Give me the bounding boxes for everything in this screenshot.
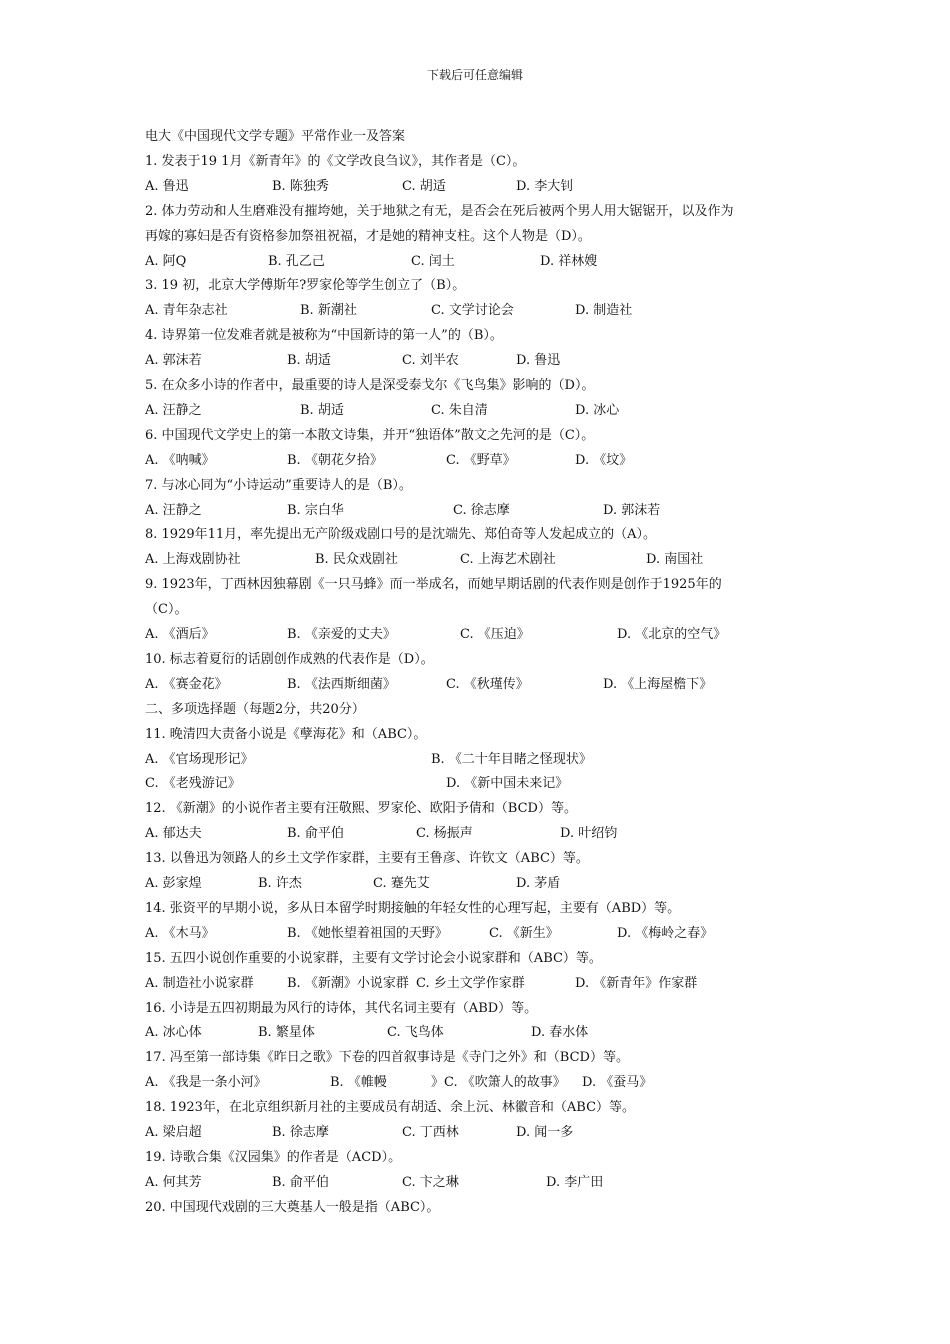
question-text: 2. 体力劳动和人生磨难没有摧垮她，关于地狱之有无，是否会在死后被两个男人用大锯锯开，以及作为: [145, 203, 734, 219]
question-text: 3. 19 初，北京大学傅斯年?罗家伦等学生创立了（B）。: [145, 278, 466, 294]
answer-option: C. 徐志摩: [453, 502, 510, 518]
answer-option: D. 闻一多: [516, 1125, 574, 1140]
answer-option: B. 徐志摩: [272, 1125, 329, 1140]
answer-option: A. 《酒后》: [145, 627, 215, 642]
answer-option: A. 青年杂志社: [145, 303, 228, 319]
question-text: 17. 冯至第一部诗集《昨日之歌》下卷的四首叙事诗是《寺门之外》和（BCD）等。: [145, 1050, 629, 1066]
answer-option: C. 文学讨论会: [431, 303, 514, 319]
question-text: 9. 1923年，丁西林因独幕剧《一只马蜂》而一举成名，而她早期话剧的代表作则是创作于1925年的: [145, 577, 722, 593]
question-text: 14. 张资平的早期小说，多从日本留学时期接触的年轻女性的心理写起，主要有（ABD）等。: [145, 900, 681, 916]
answer-option: D. 冰心: [575, 402, 620, 418]
answer-option: A. 《赛金花》: [145, 676, 228, 692]
answer-option: C. 丁西林: [402, 1125, 459, 1140]
answer-option: B. 俞平伯: [272, 1174, 329, 1190]
answer-option: C. 《新生》: [489, 925, 559, 941]
answer-option: A. 郁达夫: [145, 826, 202, 842]
answer-option: D. 叶绍钧: [560, 826, 618, 842]
answer-option: A. 鲁迅: [145, 178, 189, 194]
answer-option: C. 刘半农: [402, 353, 459, 369]
answer-option: C. 《老残游记》: [145, 776, 241, 792]
answer-option: A. 上海戏剧协社: [145, 552, 241, 568]
answer-option: B. 孔乙己: [268, 253, 325, 269]
answer-option: D. 《梅岭之春》: [617, 925, 714, 941]
question-text: 18. 1923年，在北京组织新月社的主要成员有胡适、余上沅、林徽音和（ABC）等。: [145, 1100, 636, 1116]
answer-option: A. 《官场现形记》: [145, 751, 254, 767]
answer-option: B. 《她怅望着祖国的天野》: [287, 925, 448, 941]
question-text: 13. 以鲁迅为领路人的乡土文学作家群，主要有王鲁彦、许钦文（ABC）等。: [145, 851, 589, 867]
question-text: （C）。: [145, 602, 188, 618]
answer-option: C. 卞之琳: [402, 1174, 459, 1190]
answer-option: A. 汪静之: [145, 502, 202, 518]
question-text: 10. 标志着夏衍的话剧创作成熟的代表作是（D）。: [145, 651, 434, 667]
question-text: 12. 《新潮》的小说作者主要有汪敬熙、罗家伦、欧阳予倩和（BCD）等。: [145, 801, 577, 817]
answer-option: A. 《我是一条小河》: [145, 1075, 267, 1091]
answer-option: D. 《新青年》作家群: [575, 975, 698, 991]
answer-option: C. 闰土: [411, 253, 455, 269]
question-text: 11. 晚清四大责备小说是《孽海花》和（ABC）。: [145, 726, 427, 742]
answer-option: B. 《朝花夕拾》: [287, 452, 383, 468]
question-text: 5. 在众多小诗的作者中，最重要的诗人是深受泰戈尔《飞鸟集》影响的（D）。: [145, 378, 595, 393]
answer-option: C. 杨振声: [416, 826, 473, 842]
answer-option: B. 《亲爱的丈夫》: [287, 627, 396, 642]
question-text: 7. 与冰心同为“小诗运动”重要诗人的是（B）。: [145, 477, 412, 493]
question-text: 16. 小诗是五四初期最为风行的诗体，其代名词主要有（ABD）等。: [145, 1000, 538, 1016]
answer-option: B. 宗白华: [287, 502, 344, 518]
answer-option: D. 南国社: [646, 552, 704, 568]
answer-option: B. 俞平伯: [287, 826, 344, 842]
answer-option: D. 郭沫若: [603, 502, 661, 518]
question-text: 20. 中国现代戏剧的三大奠基人一般是指（ABC）。: [145, 1199, 440, 1215]
answer-option: D. 祥林嫂: [540, 253, 598, 269]
answer-option: B. 《法西斯细菌》: [287, 676, 396, 692]
answer-option: D. 《北京的空气》: [617, 627, 727, 642]
answer-option: A. 《呐喊》: [145, 452, 215, 468]
answer-option: B. 陈独秀: [272, 178, 329, 194]
answer-option: C. 朱自清: [431, 402, 488, 418]
document-title: 电大《中国现代文学专题》平常作业一及答案: [145, 129, 406, 144]
answer-option: C. 《秋瑾传》: [446, 676, 529, 692]
answer-option: C. 《野草》: [446, 452, 516, 468]
answer-option: A. 汪静之: [145, 402, 202, 418]
answer-option: A. 何其芳: [145, 1174, 202, 1190]
page-header: 下载后可任意编辑: [426, 68, 523, 82]
answer-option: D. 李大钊: [516, 178, 574, 194]
answer-option: D. 制造社: [575, 303, 633, 319]
question-text: 19. 诗歌合集《汉园集》的作者是（ACD）。: [145, 1149, 402, 1165]
answer-option: B. 胡适: [300, 402, 344, 418]
answer-option: A. 郭沫若: [145, 353, 202, 369]
question-text: 15. 五四小说创作重要的小说家群，主要有文学讨论会小说家群和（ABC）等。: [145, 950, 602, 966]
question-text: 1. 发表于19 1月《新青年》的《文学改良刍议》，其作者是（C）。: [145, 153, 526, 169]
answer-option: C. 飞鸟体: [387, 1025, 444, 1041]
answer-option: C. 胡适: [402, 178, 446, 194]
question-text: 4. 诗界第一位发难者就是被称为“中国新诗的第一人”的（B）。: [145, 328, 503, 344]
answer-option: B. 《帷幔: [330, 1075, 387, 1091]
answer-option: C. 上海艺术剧社: [460, 552, 556, 568]
question-text: 再嫁的寡妇是否有资格参加祭祖祝福，才是她的精神支柱。这个人物是（D）。: [145, 228, 591, 244]
answer-option: A. 梁启超: [145, 1125, 202, 1140]
answer-option: D. 《新中国未来记》: [446, 776, 569, 792]
question-text: 6. 中国现代文学史上的第一本散文诗集，并开“独语体”散文之先河的是（C）。: [145, 427, 595, 443]
answer-option: 》C. 《吹箫人的故事》: [431, 1075, 566, 1091]
answer-option: D. 《蚕马》: [582, 1075, 653, 1091]
answer-option: B. 许杰: [258, 876, 302, 891]
answer-option: A. 阿Q: [145, 253, 187, 269]
answer-option: D. 春水体: [531, 1025, 589, 1041]
answer-option: D. 茅盾: [516, 876, 561, 891]
answer-option: A. 冰心体: [145, 1025, 202, 1041]
answer-option: B. 繁星体: [258, 1025, 315, 1041]
answer-option: D. 《上海屋檐下》: [603, 676, 713, 692]
section-heading: 二、多项选择题（每题2分，共20分）: [145, 701, 365, 717]
answer-option: B. 《二十年目睹之怪现状》: [431, 751, 592, 767]
answer-option: A. 彭家煌: [145, 876, 202, 891]
answer-option: A. 制造社小说家群: [145, 975, 254, 991]
answer-option: A. 《木马》: [145, 925, 215, 941]
answer-option: D. 鲁迅: [516, 353, 561, 369]
answer-option: B. 《新潮》小说家群: [287, 975, 409, 991]
answer-option: C. 乡土文学作家群: [416, 975, 525, 991]
answer-option: B. 胡适: [287, 353, 331, 369]
answer-option: D. 《坟》: [575, 452, 633, 468]
answer-option: B. 新潮社: [300, 303, 357, 319]
answer-option: C. 《压迫》: [460, 627, 530, 642]
question-text: 8. 1929年11月，率先提出无产阶级戏剧口号的是沈端先、郑伯奇等人发起成立的（A）。: [145, 527, 657, 543]
answer-option: B. 民众戏剧社: [315, 552, 398, 568]
answer-option: D. 李广田: [546, 1174, 604, 1190]
answer-option: C. 蹇先艾: [373, 876, 430, 891]
